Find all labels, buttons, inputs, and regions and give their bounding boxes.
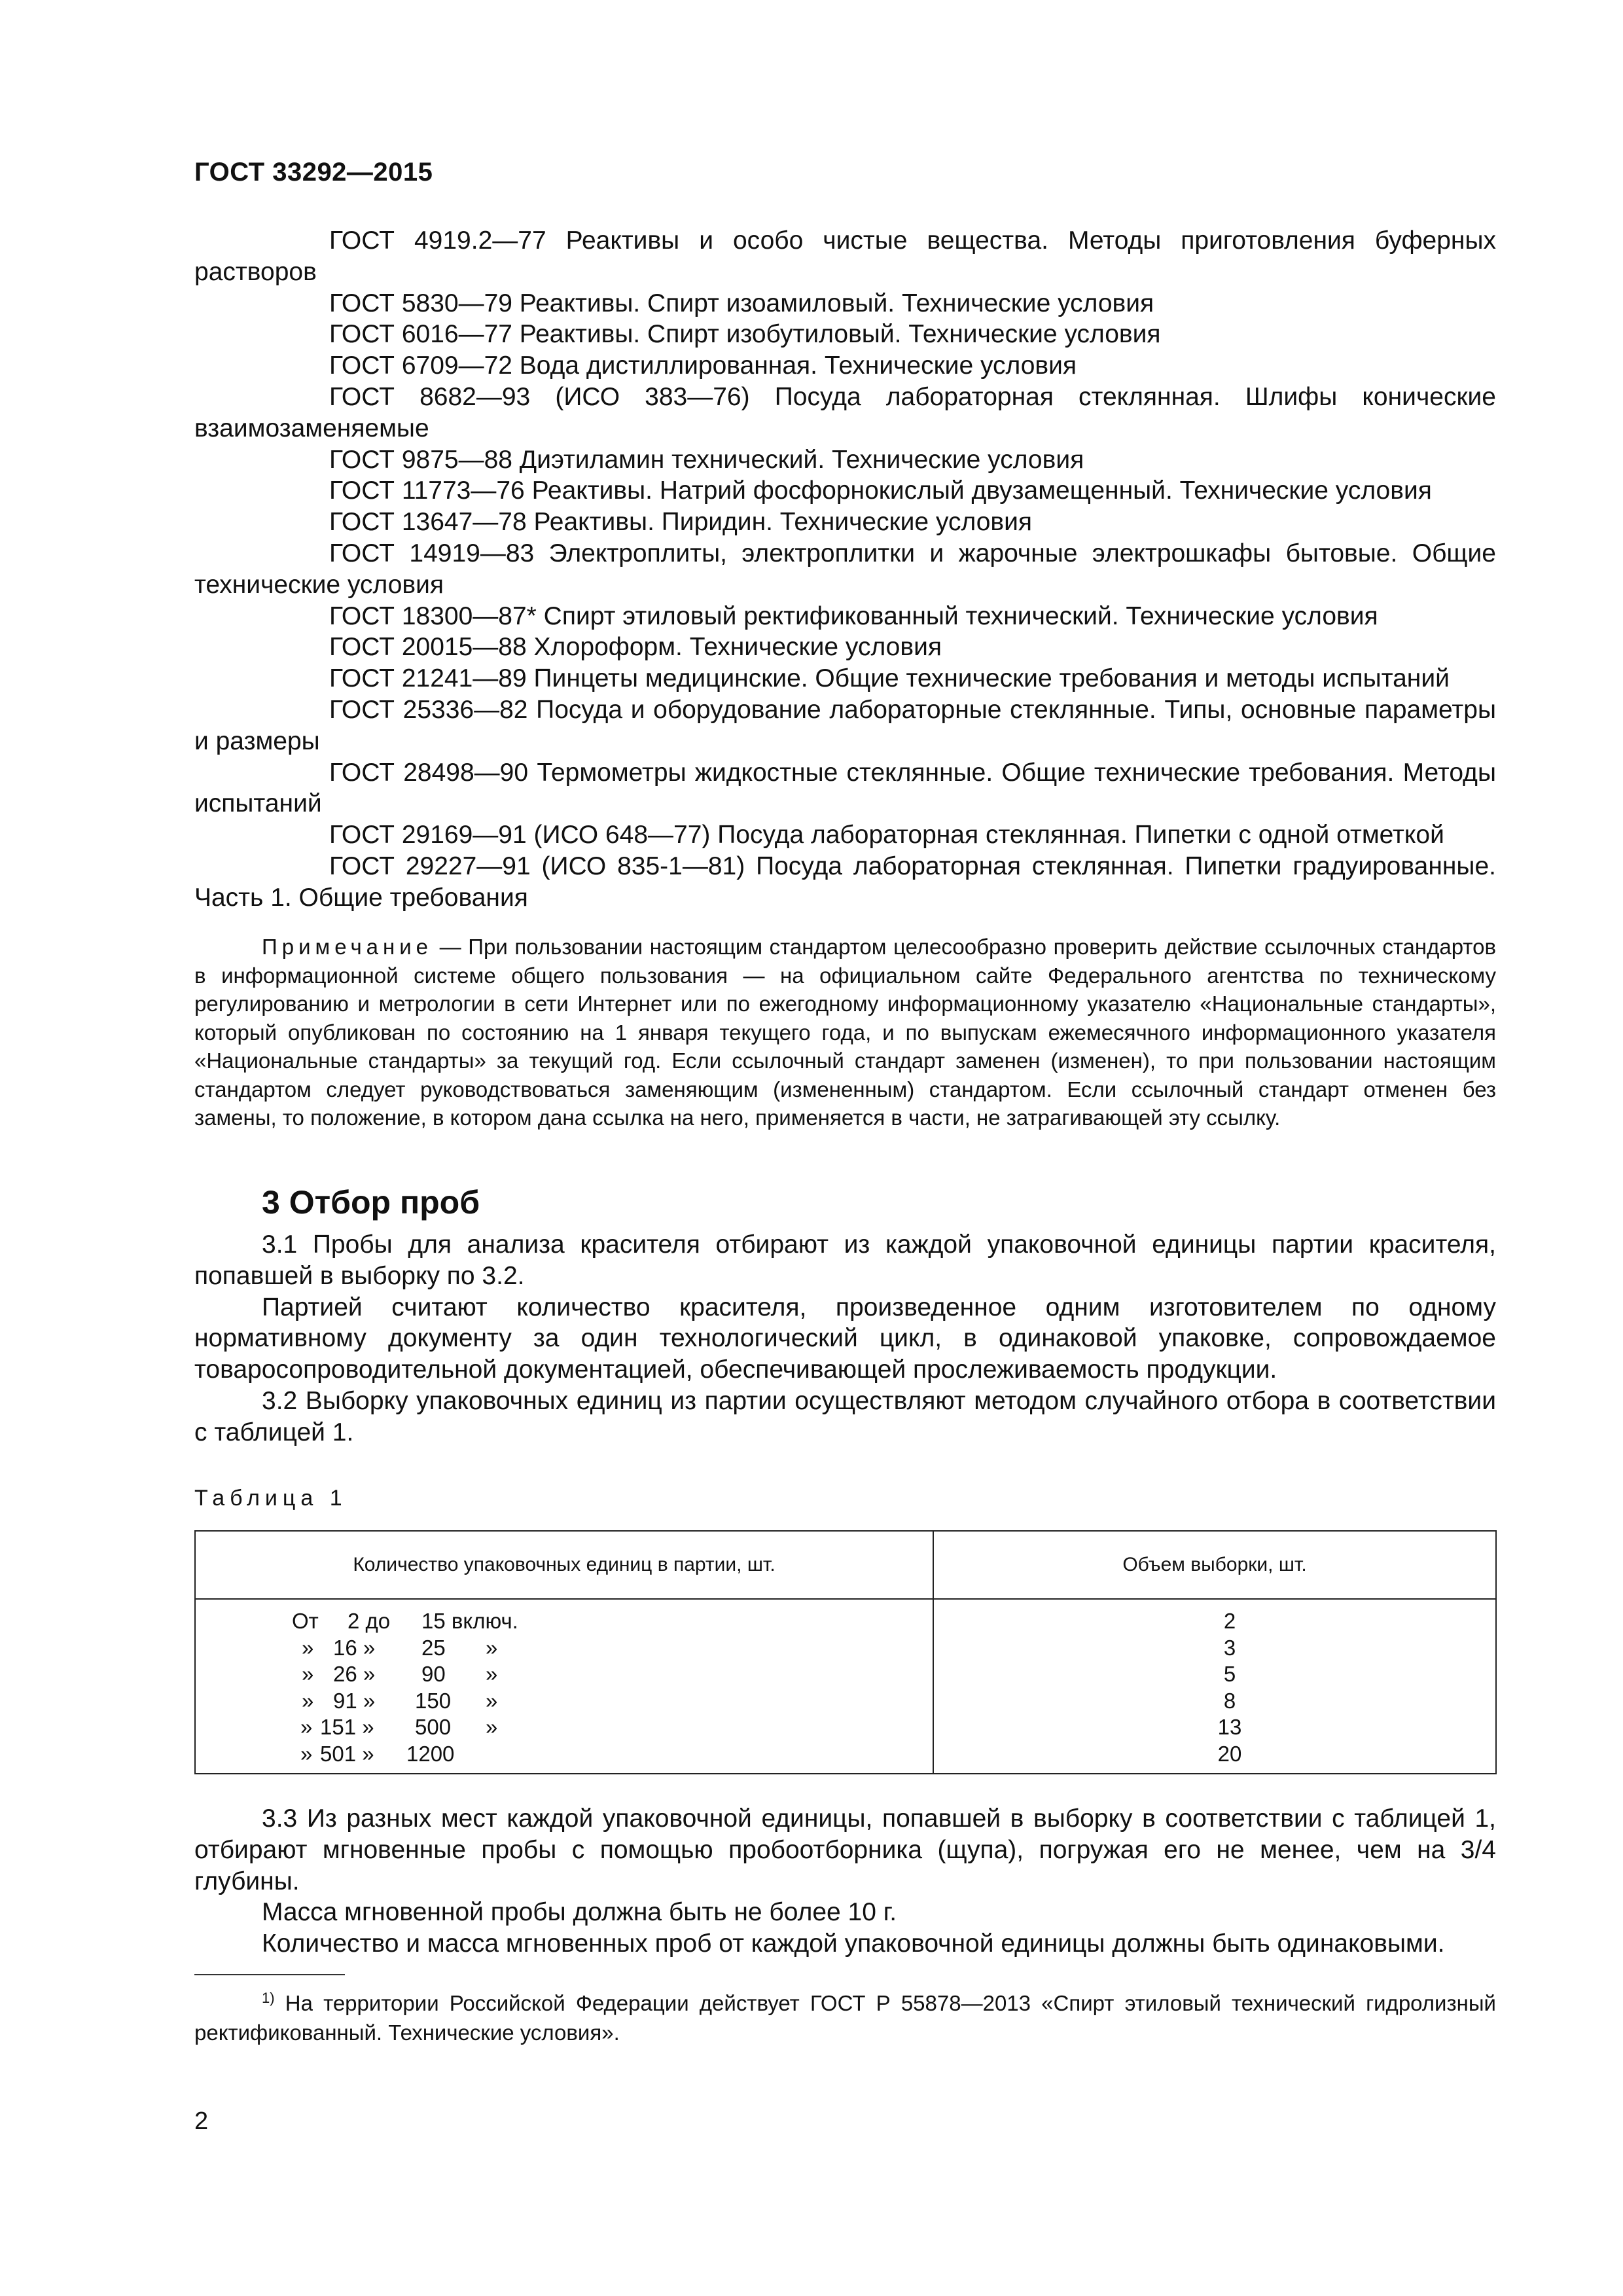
section-title: 3 Отбор проб xyxy=(262,1184,480,1221)
paragraph-batch-definition: Партией считают количество красителя, произведенное одним изготовителем по одному нормативному документу за один технологический цикл, в одинаковой упаковке, сопровождаемое товаросопроводительной документацией, обеспечивающей прослеживаемость продукции. xyxy=(194,1293,1496,1384)
table-row xyxy=(196,1741,1495,1768)
section-body-continued xyxy=(194,1803,1496,1960)
range-from: 26 » xyxy=(333,1662,376,1687)
reference-title: Посуда и оборудование лабораторные стеклянные. Типы, основные параметры и размеры xyxy=(194,695,1496,755)
reference-number: 6709—72 xyxy=(401,351,512,380)
table-row xyxy=(196,1635,1495,1662)
range-from: 16 » xyxy=(333,1635,376,1660)
range-suffix: » xyxy=(486,1662,498,1687)
note-label: Примечание xyxy=(262,935,433,959)
reference-number: 28498—90 xyxy=(403,758,529,787)
range-from: 151 » xyxy=(320,1715,374,1740)
reference-title: Реактивы. Спирт изоамиловый. Технические условия xyxy=(519,289,1154,317)
table-caption: Таблица 1 xyxy=(194,1486,348,1511)
reference-title: Посуда лабораторная стеклянная. Пипетки градуированные. Часть 1. Общие требования xyxy=(194,852,1496,912)
sampling-table xyxy=(194,1530,1497,1774)
footnote xyxy=(194,1983,1496,2047)
reference-title: Посуда лабораторная стеклянная. Пипетки с одной отметкой xyxy=(717,821,1444,850)
section-body xyxy=(194,1229,1496,1448)
reference-number: 21241—89 xyxy=(401,664,527,693)
reference-title: Вода дистиллированная. Технические условия xyxy=(519,351,1077,380)
note-text: — При пользовании настоящим стандартом целесообразно проверить действие ссылочных стандартов в информационной системе общего пользования — на официальном сайте Федерального агентства по техническому регулированию и метрологии в сети Интернет или по ежегодному информационному указателю «Национальные стандарты», который опубликован по состоянию на 1 января текущего года, и по выпускам ежемесячного информационного указателя «Национальные стандарты» за текущий год. Если ссылочный стандарт заменен (изменен), то при пользовании настоящим стандартом следует руководствоваться заменяющим (измененным) стандартом. Если ссылочный стандарт отменен без замены, то положение, в котором дана ссылка на него, применяется в части, не затрагивающей эту ссылку. xyxy=(194,935,1496,1130)
range-prefix: » xyxy=(300,1715,313,1740)
table-header-divider xyxy=(196,1598,1495,1600)
table-row xyxy=(196,1608,1495,1635)
reference-item xyxy=(194,225,1496,288)
reference-item xyxy=(194,757,1496,820)
reference-number: 25336—82 xyxy=(402,695,528,724)
reference-number: 11773—76 xyxy=(401,476,525,505)
range-to: 1200 xyxy=(406,1742,455,1766)
reference-number: 20015—88 xyxy=(401,633,527,662)
reference-item xyxy=(194,632,1496,663)
reference-title: Диэтиламин технический. Технические условия xyxy=(519,445,1084,474)
reference-code: ГОСТ xyxy=(329,852,395,880)
reference-number: 6016—77 xyxy=(401,320,512,349)
document-header: ГОСТ 33292—2015 xyxy=(194,158,433,187)
reference-code: ГОСТ xyxy=(329,758,395,787)
reference-number: 14919—83 xyxy=(409,539,535,567)
reference-title: Хлороформ. Технические условия xyxy=(533,633,942,662)
footnote-divider xyxy=(194,1974,345,1975)
reference-item xyxy=(194,819,1496,851)
reference-code: ГОСТ xyxy=(329,508,395,537)
table-header-lot-size: Количество упаковочных единиц в партии, шт. xyxy=(353,1554,776,1575)
range-suffix: » xyxy=(486,1635,498,1660)
reference-item xyxy=(194,663,1496,694)
normative-references-list xyxy=(194,225,1496,914)
range-suffix: » xyxy=(486,1715,498,1740)
paragraph-3-1: 3.1 Пробы для анализа красителя отбирают из каждой упаковочной единицы партии красителя, попавшей в выборку по 3.2. xyxy=(194,1230,1496,1290)
table-row xyxy=(196,1714,1495,1741)
reference-code: ГОСТ xyxy=(329,445,395,474)
reference-title: Термометры жидкостные стеклянные. Общие технические требования. Методы испытаний xyxy=(194,758,1496,818)
sample-size-value: 2 xyxy=(1223,1609,1236,1633)
reference-title: Реактивы. Пиридин. Технические условия xyxy=(533,508,1033,537)
range-from: 2 до xyxy=(348,1609,391,1633)
range-prefix: » xyxy=(302,1662,314,1687)
range-to: 500 xyxy=(415,1715,452,1740)
reference-code: ГОСТ xyxy=(329,695,395,724)
paragraph-3-2: 3.2 Выборку упаковочных единиц из партии осуществляют методом случайного отбора в соответствии с таблицей 1. xyxy=(194,1386,1496,1446)
range-suffix: » xyxy=(486,1688,498,1713)
reference-item xyxy=(194,507,1496,538)
range-prefix: » xyxy=(302,1635,314,1660)
reference-title: Электроплиты, электроплитки и жарочные электрошкафы бытовые. Общие технические условия xyxy=(194,539,1496,599)
reference-number: 8682—93 (ИСО 383—76) xyxy=(419,382,750,411)
sample-size-value: 3 xyxy=(1223,1635,1236,1660)
reference-item xyxy=(194,444,1496,476)
table-row xyxy=(196,1688,1495,1715)
reference-code: ГОСТ xyxy=(329,289,395,317)
sample-size-value: 5 xyxy=(1223,1662,1236,1687)
reference-number: 18300—87* xyxy=(401,601,537,630)
reference-code: ГОСТ xyxy=(329,821,395,850)
reference-code: ГОСТ xyxy=(329,601,395,630)
footnote-text: На территории Российской Федерации действует ГОСТ Р 55878—2013 «Спирт этиловый технический гидролизный ректификованный. Технические условия». xyxy=(194,1991,1496,2045)
reference-code: ГОСТ xyxy=(329,226,395,255)
reference-title: Реактивы и особо чистые вещества. Методы приготовления буферных растворов xyxy=(194,226,1496,286)
range-prefix: От xyxy=(292,1609,319,1633)
footnote-mark: 1) xyxy=(262,1990,275,2006)
reference-title: Реактивы. Натрий фосфорнокислый двузамещенный. Технические условия xyxy=(531,476,1432,505)
paragraph-sample-uniformity: Количество и масса мгновенных проб от каждой упаковочной единицы должны быть одинаковыми. xyxy=(262,1929,1445,1958)
reference-code: ГОСТ xyxy=(329,351,395,380)
paragraph-3-3: 3.3 Из разных мест каждой упаковочной единицы, попавшей в выборку в соответствии с таблицей 1, отбирают мгновенные пробы с помощью пробоотборника (щупа), погружая его не менее, чем на 3/4 глубины. xyxy=(194,1804,1496,1895)
reference-title: Спирт этиловый ректификованный технический. Технические условия xyxy=(543,601,1378,630)
table-row xyxy=(196,1661,1495,1688)
range-to: 90 xyxy=(421,1662,446,1687)
reference-item xyxy=(194,538,1496,601)
reference-title: Посуда лабораторная стеклянная. Шлифы конические взаимозаменяемые xyxy=(194,382,1496,442)
sample-size-value: 20 xyxy=(1217,1742,1242,1766)
reference-code: ГОСТ xyxy=(329,539,395,567)
range-to: 25 xyxy=(421,1635,446,1660)
reference-title: Реактивы. Спирт изобутиловый. Технические условия xyxy=(519,320,1161,349)
reference-code: ГОСТ xyxy=(329,320,395,349)
range-from: 91 » xyxy=(333,1688,376,1713)
range-prefix: » xyxy=(300,1742,313,1766)
reference-number: 13647—78 xyxy=(401,508,527,537)
reference-code: ГОСТ xyxy=(329,476,395,505)
reference-item xyxy=(194,475,1496,507)
reference-item xyxy=(194,288,1496,319)
note-paragraph xyxy=(194,933,1496,1132)
range-prefix: » xyxy=(302,1688,314,1713)
reference-item xyxy=(194,601,1496,632)
reference-number: 29227—91 (ИСО 835-1—81) xyxy=(405,852,745,880)
page-number: 2 xyxy=(194,2108,209,2135)
range-to: 150 xyxy=(415,1688,452,1713)
reference-code: ГОСТ xyxy=(329,664,395,693)
reference-item xyxy=(194,694,1496,757)
reference-title: Пинцеты медицинские. Общие технические требования и методы испытаний xyxy=(533,664,1450,693)
reference-number: 9875—88 xyxy=(401,445,512,474)
reference-number: 4919.2—77 xyxy=(414,226,546,255)
range-to: 15 включ. xyxy=(421,1609,518,1633)
reference-code: ГОСТ xyxy=(329,633,395,662)
table-header-sample-size: Объем выборки, шт. xyxy=(1122,1554,1307,1575)
sample-size-value: 13 xyxy=(1217,1715,1242,1740)
reference-number: 29169—91 (ИСО 648—77) xyxy=(401,821,711,850)
reference-code: ГОСТ xyxy=(329,382,395,411)
reference-item xyxy=(194,382,1496,444)
range-from: 501 » xyxy=(320,1742,374,1766)
paragraph-sample-mass: Масса мгновенной пробы должна быть не более 10 г. xyxy=(262,1898,897,1927)
reference-item xyxy=(194,350,1496,382)
reference-item xyxy=(194,319,1496,350)
reference-item xyxy=(194,851,1496,914)
reference-number: 5830—79 xyxy=(401,289,512,317)
sample-size-value: 8 xyxy=(1223,1688,1236,1713)
